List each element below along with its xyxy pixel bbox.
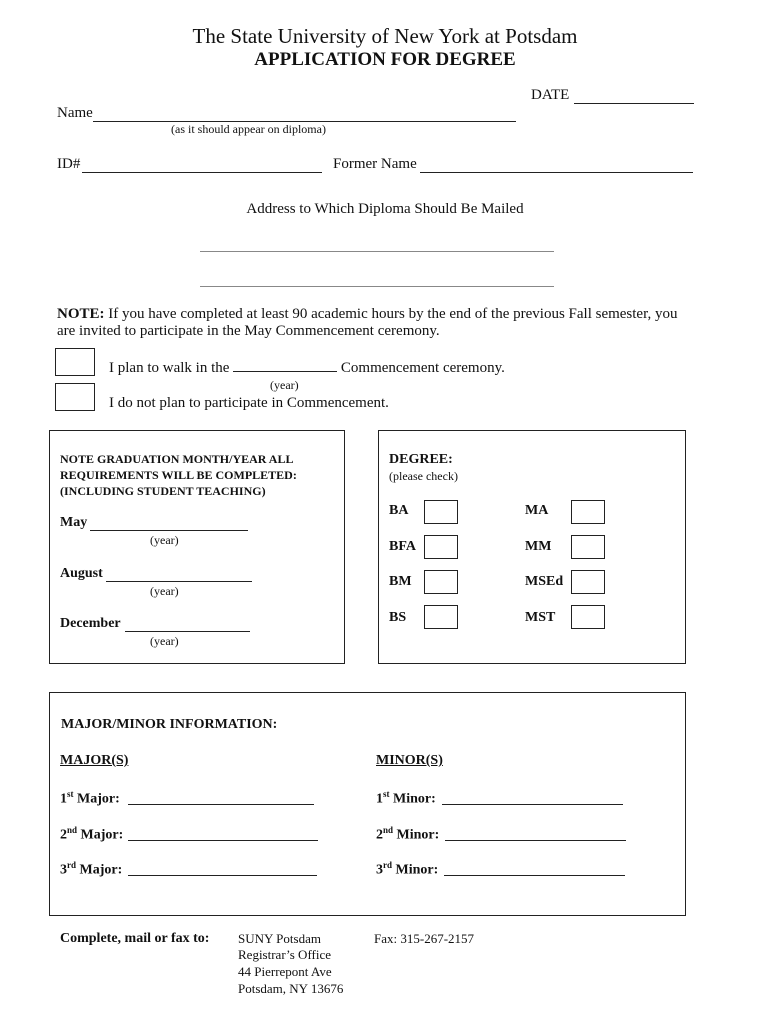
minor-2-label: 2nd Minor: [376,825,440,843]
majors-heading: MAJOR(S) [60,753,129,768]
august-year-field[interactable] [106,581,252,582]
walk-suffix: Commencement ceremony. [340,360,505,376]
degree-ba-checkbox[interactable] [424,500,458,524]
address-label: Address to Which Diploma Should Be Mailed [246,201,524,217]
minor-2-field[interactable] [445,840,626,841]
former-name-label: Former Name [333,156,417,172]
major-1-field[interactable] [128,804,314,805]
note-text [57,306,717,323]
major-minor-heading: MAJOR/MINOR INFORMATION: [61,717,278,732]
degree-ma-checkbox[interactable] [571,500,605,524]
august-year-hint: (year) [150,584,179,598]
footer-fax: Fax: 315-267-2157 [374,931,475,946]
graduation-heading-1: NOTE GRADUATION MONTH/YEAR ALL [60,452,294,466]
former-name-field[interactable] [420,172,693,173]
may-label: May [60,515,88,530]
december-year-field[interactable] [125,631,250,632]
degree-msed-checkbox[interactable] [571,570,605,594]
minor-3-label: 3rd Minor: [376,860,439,878]
address-line-1[interactable] [200,251,554,252]
degree-mm-label: MM [525,539,552,554]
walk-year-hint: (year) [270,378,299,392]
degree-heading: DEGREE: [389,452,453,467]
footer-address-4: Potsdam, NY 13676 [238,981,344,996]
name-hint: (as it should appear on diploma) [171,122,326,136]
footer-address-2: Registrar’s Office [238,947,332,962]
form-title: APPLICATION FOR DEGREE [254,49,516,70]
degree-ma-label: MA [525,503,549,518]
walk-text [109,359,505,377]
degree-msed-label: MSEd [525,574,564,589]
degree-mst-label: MST [525,610,556,625]
degree-ba-label: BA [389,503,409,518]
graduation-heading-3: (INCLUDING STUDENT TEACHING) [60,484,266,498]
walk-checkbox[interactable] [55,348,95,376]
degree-bm-label: BM [389,574,412,589]
minor-1-label: 1st Minor: [376,789,436,807]
minor-3-field[interactable] [444,875,625,876]
id-field[interactable] [82,172,322,173]
major-3-field[interactable] [128,875,317,876]
major-1-label: 1st Major: [60,789,120,807]
footer-address-3: 44 Pierrepont Ave [238,964,332,979]
no-walk-checkbox[interactable] [55,383,95,411]
address-line-2[interactable] [200,286,554,287]
date-field[interactable] [574,103,694,104]
footer-label: Complete, mail or fax to: [60,931,210,946]
degree-hint: (please check) [389,469,458,483]
degree-bfa-checkbox[interactable] [424,535,458,559]
august-label: August [60,566,103,581]
graduation-heading-2: REQUIREMENTS WILL BE COMPLETED: [60,468,297,482]
walk-year-field[interactable] [233,359,337,372]
date-label: DATE [531,87,570,103]
degree-bfa-label: BFA [389,539,416,554]
may-year-field[interactable] [90,530,248,531]
page-title: The State University of New York at Potsdam [192,24,578,48]
note-line-1: If you have completed at least 90 academic hours by the end of the previous Fall semester, you [108,306,678,322]
degree-mst-checkbox[interactable] [571,605,605,629]
december-year-hint: (year) [150,634,179,648]
may-year-hint: (year) [150,533,179,547]
degree-bs-checkbox[interactable] [424,605,458,629]
note-label: NOTE: [57,306,105,322]
degree-bs-label: BS [389,610,407,625]
degree-mm-checkbox[interactable] [571,535,605,559]
id-label: ID# [57,156,81,172]
footer-address-1: SUNY Potsdam [238,931,321,946]
note-line-2: are invited to participate in the May Commencement ceremony. [57,323,440,339]
name-label: Name [57,105,93,121]
major-3-label: 3rd Major: [60,860,123,878]
major-2-label: 2nd Major: [60,825,124,843]
walk-prefix: I plan to walk in the [109,360,230,376]
degree-bm-checkbox[interactable] [424,570,458,594]
december-label: December [60,616,121,631]
no-walk-text: I do not plan to participate in Commencement. [109,395,389,411]
major-2-field[interactable] [128,840,318,841]
minor-1-field[interactable] [442,804,623,805]
minors-heading: MINOR(S) [376,753,443,768]
